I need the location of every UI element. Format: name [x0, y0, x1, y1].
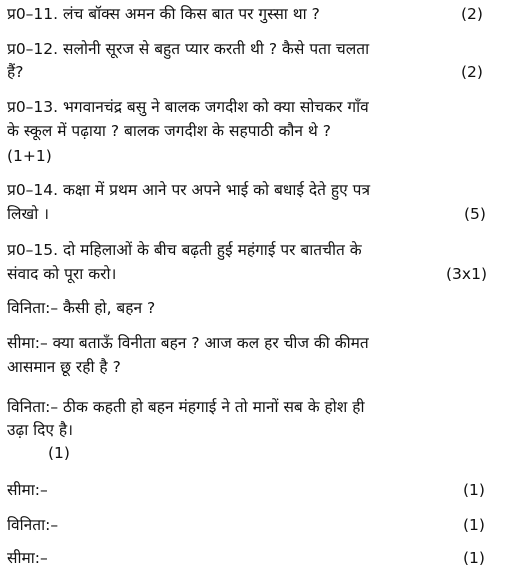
question-14-line1: प्र0–14. कक्षा में प्रथम आने पर अपने भाई को बधाई देते हुए पत्र	[7, 181, 371, 199]
question-15-line1: प्र0–15. दो महिलाओं के बीच बढ़ती हुई महंगाई पर बातचीत के	[7, 241, 362, 259]
dialogue-line-vinita-2b: उढ़ा दिए है।	[7, 421, 74, 439]
blank-seema-1-speaker: सीमा:–	[7, 481, 48, 499]
question-12-marks: (2)	[461, 63, 483, 81]
dialogue-line-vinita-2a: विनिता:– ठीक कहती हो बहन मंहगाई ने तो मानों सब के होश ही	[7, 398, 365, 416]
question-13-line2: के स्कूल में पढ़ाया ? बालक जगदीश के सहपाठी कौन थे ?	[7, 122, 331, 140]
blank-vinita-speaker: विनिता:–	[7, 516, 59, 534]
blank-seema-2-speaker: सीमा:–	[7, 549, 48, 567]
dialogue-line-vinita-2-marks: (1)	[48, 444, 70, 462]
question-11-text: प्र0–11. लंच बॉक्स अमन की किस बात पर गुस्सा था ?	[7, 5, 320, 23]
question-11-marks: (2)	[461, 5, 483, 23]
blank-seema-1-marks: (1)	[463, 481, 485, 499]
question-15-marks: (3x1)	[446, 265, 487, 283]
question-14-marks: (5)	[464, 205, 486, 223]
question-13-line1: प्र0–13. भगवानचंद्र बसु ने बालक जगदीश को क्या सोचकर गाँव	[7, 98, 369, 116]
dialogue-line-vinita-1: विनिता:– कैसी हो, बहन ?	[7, 299, 156, 317]
question-15-line2: संवाद को पूरा करो।	[7, 265, 117, 283]
question-12-line2: हैं?	[7, 63, 24, 81]
question-13-marks: (1+1)	[7, 147, 52, 165]
dialogue-line-seema-1a: सीमा:– क्या बताऊँ विनीता बहन ? आज कल हर चीज की कीमत	[7, 334, 369, 352]
question-14-line2: लिखो ।	[7, 205, 50, 223]
question-12-line1: प्र0–12. सलोनी सूरज से बहुत प्यार करती थी ? कैसे पता चलता	[7, 40, 370, 58]
blank-seema-2-marks: (1)	[463, 549, 485, 567]
dialogue-line-seema-1b: आसमान छू रही है ?	[7, 358, 121, 376]
blank-vinita-marks: (1)	[463, 516, 485, 534]
